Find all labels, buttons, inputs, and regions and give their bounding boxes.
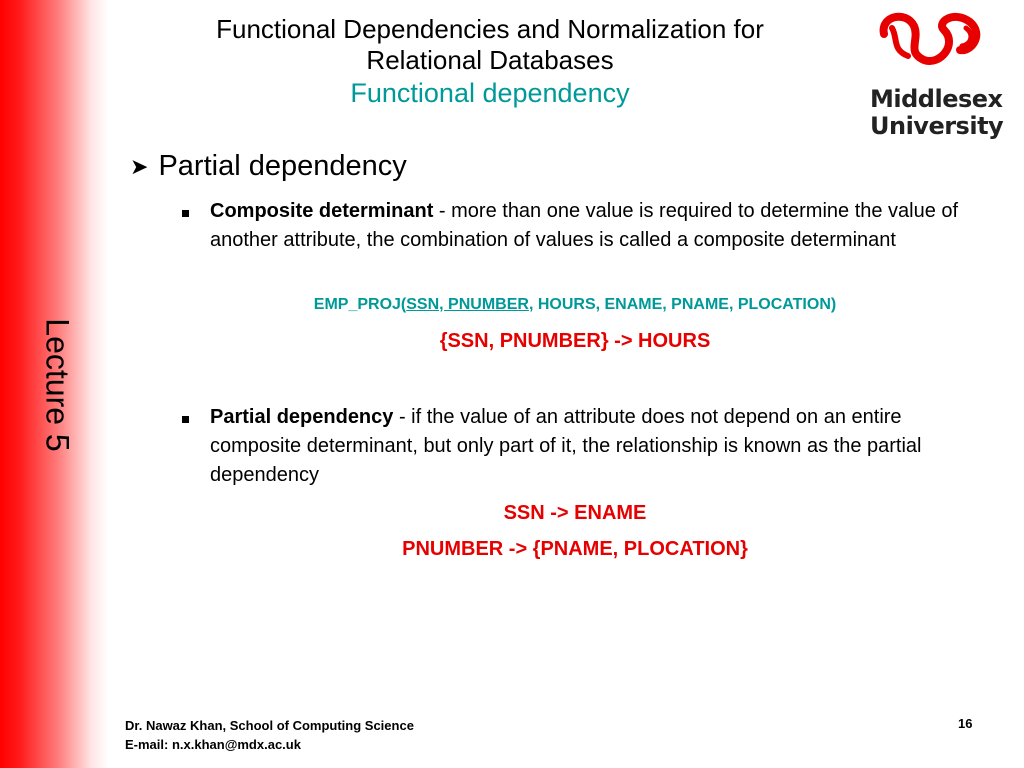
- text-composite-determinant: - more than one value is required to determine the value of another attribute, the combination of values is called a composite determinant: [210, 200, 959, 251]
- slide-title: [130, 14, 850, 110]
- fd-ssn-ename: SSN -> ENAME: [503, 502, 647, 524]
- emp-proj-key: SSN, PNUMBER: [406, 296, 529, 313]
- term-partial-dependency: Partial dependency: [210, 406, 394, 428]
- square-bullet-icon: [182, 403, 189, 432]
- text-partial-dependency: - if the value of an attribute does not depend on an entire composite determinant, but only part of it, the relationship is known as the partial dependency: [210, 406, 922, 486]
- bullet-partial-dependency: [210, 403, 975, 490]
- fd-ssn-pnumber-hours: {SSN, PNUMBER} -> HOURS: [439, 330, 711, 352]
- logo-wordmark: [870, 85, 1004, 140]
- sidebar-bar: [0, 0, 108, 768]
- emp-proj-schema: [130, 296, 1020, 314]
- arrow-bullet-icon: ➤: [130, 153, 149, 179]
- title-line-2: Relational Databases: [366, 45, 614, 75]
- fd-pnumber-pname: PNUMBER -> {PNAME, PLOCATION}: [402, 538, 748, 560]
- slide-subtitle: Functional dependency: [350, 78, 630, 108]
- heading-partial-dependency: Partial dependency: [158, 150, 407, 182]
- heading-item: [130, 150, 407, 183]
- term-composite-determinant: Composite determinant: [210, 200, 434, 222]
- footer-author: [125, 716, 414, 754]
- square-bullet-icon: [182, 197, 189, 226]
- page-number: 16: [958, 716, 973, 731]
- footer-email: E-mail: n.x.khan@mdx.ac.uk: [125, 737, 301, 752]
- sidebar-lecture-label: Lecture 5: [39, 318, 76, 452]
- emp-proj-prefix: EMP_PROJ(: [313, 296, 407, 313]
- footer-line-1: Dr. Nawaz Khan, School of Computing Science: [125, 718, 414, 733]
- logo-line-1: Middlesex: [870, 85, 1003, 113]
- emp-proj-rest: , HOURS, ENAME, PNAME, PLOCATION): [528, 296, 837, 313]
- title-line-1: Functional Dependencies and Normalization for: [216, 14, 764, 44]
- bullet-composite-determinant: [210, 197, 975, 255]
- logo-line-2: University: [870, 112, 1004, 140]
